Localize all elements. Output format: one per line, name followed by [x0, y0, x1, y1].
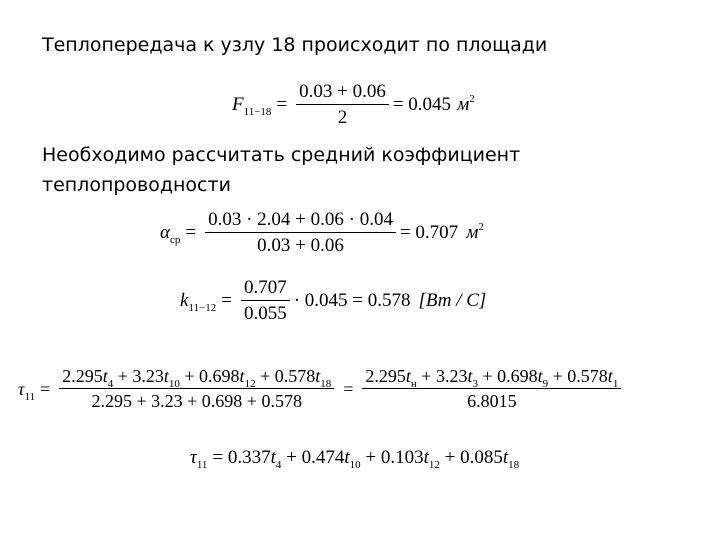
- tau-fraction-1: [59, 367, 334, 410]
- heat-transfer-text: Теплопередача к узлу 18 происходит по площади: [42, 34, 548, 56]
- conductance-result: · 0.045 = 0.578: [293, 290, 411, 311]
- conductance-unit: [Вт / С]: [418, 290, 487, 311]
- area-subscript: 11−18: [243, 106, 272, 118]
- alpha-equation: $\alpha_{ср}$ = $\frac{0.03 \cdot 2.04 + 0.06 \cdot 0.04}{0.03 + 0.06}$ = 0.707 $м^2$: [160, 209, 484, 256]
- area-fraction: [296, 82, 389, 127]
- conductance-denominator: 0.055: [243, 303, 287, 324]
- tau-denominator-2: 6.8015: [467, 391, 517, 411]
- tau-subscript: 11: [24, 390, 36, 403]
- tau-result-subscript: 11: [196, 459, 208, 471]
- tau-numerator-1: $2.295t_4 + 3.23t_{10} + 0.698t_{12} + 0.578t_{18}$: [59, 367, 334, 389]
- area-equation: $F_{11-18}$ = $\frac{0.03 + 0.06}{2}$ = 0.045 $м^2$: [232, 81, 475, 128]
- conductance-subscript: 11−12: [188, 302, 217, 314]
- tau-fraction-equation: $\tau_{11}$ = $\frac{2.295t_4 + 3.23t_{10} + 0.698t_{12} + 0.578t_{18}}{2.295 + 3.23 + 0.698 + 0.578}$ = $\frac{2.295t_н + 3.23t_3 + 0.698t_9 + 0.578t_1}{6.8015}$: [18, 367, 625, 410]
- conductance-fraction: [241, 278, 290, 323]
- tau-fraction-2: [362, 367, 621, 410]
- alpha-unit: м: [466, 222, 479, 243]
- coefficient-text-line2: теплопроводности: [42, 174, 231, 196]
- alpha-numerator: 0.03 · 2.04 + 0.06 · 0.04: [205, 210, 396, 233]
- conductance-numerator: 0.707: [241, 278, 290, 301]
- area-unit-exponent: 2: [469, 93, 475, 105]
- tau-denominator-1: 2.295 + 3.23 + 0.698 + 0.578: [91, 391, 302, 411]
- area-unit: м: [457, 94, 470, 115]
- tau-result-variable: τ: [190, 447, 197, 468]
- conductance-variable: k: [180, 290, 189, 311]
- alpha-result: = 0.707: [399, 222, 459, 243]
- conductance-equation: $k_{11-12}$ = $\frac{0.707}{0.055}$ · 0.045 = 0.578 [Вт / С]: [180, 277, 487, 324]
- alpha-denominator: 0.03 + 0.06: [257, 235, 344, 256]
- tau-result-equation: [190, 447, 520, 471]
- area-result: = 0.045: [392, 94, 452, 115]
- alpha-variable: α: [160, 222, 170, 243]
- tau-variable: τ: [18, 378, 25, 399]
- area-variable: F: [232, 94, 244, 115]
- area-denominator: 2: [337, 107, 348, 128]
- alpha-fraction: [205, 210, 396, 255]
- tau-numerator-2: $2.295t_н + 3.23t_3 + 0.698t_9 + 0.578t_1$: [362, 367, 621, 389]
- tau-result-terms: = $0.337t_4 + 0.474t_{10} + 0.103t_{12} + 0.085t_{18}$: [212, 447, 520, 471]
- alpha-subscript: ср: [169, 234, 181, 246]
- area-numerator: 0.03 + 0.06: [296, 82, 389, 105]
- alpha-unit-exponent: 2: [478, 221, 484, 233]
- coefficient-text-line1: Необходимо рассчитать средний коэффициент: [42, 144, 521, 166]
